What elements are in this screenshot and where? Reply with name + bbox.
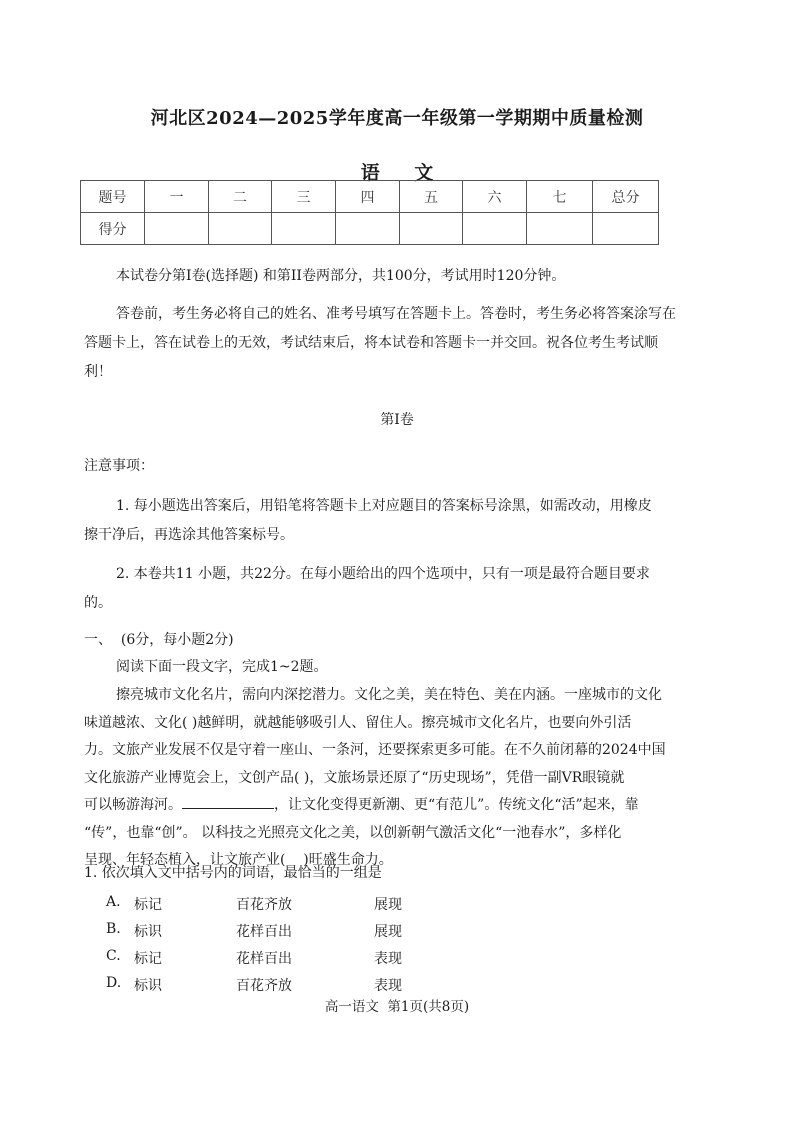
notes-heading: 注意事项：	[84, 458, 154, 474]
option-letter: A.	[106, 894, 121, 910]
option-word: 标识	[134, 924, 162, 940]
option-letter: D.	[106, 975, 122, 991]
passage-line: 呈现、年轻态植入，让文旅产业( )旺盛生命力。	[84, 852, 393, 868]
intro-line: 答题卡上，答在试卷上的无效，考试结束后，将本试卷和答题卡一并交回。祝各位考生考试顺	[84, 335, 658, 351]
score-header-cell: 七	[527, 181, 593, 213]
subject-title: 语 文	[360, 162, 448, 184]
section-instruction: 阅读下面一段文字，完成1~2题。	[116, 659, 328, 675]
notes-item-line: 的。	[84, 595, 112, 611]
score-cell	[400, 213, 463, 245]
volume-title: 第I卷	[380, 412, 414, 428]
score-header-cell: 总分	[593, 181, 659, 213]
option-word: 标识	[134, 978, 162, 994]
intro-line: 答卷前，考生务必将自己的姓名、准考号填写在答题卡上。答卷时，考生务必将答案涂写在	[116, 306, 676, 322]
option-word: 展现	[374, 897, 402, 913]
score-cell	[145, 213, 209, 245]
passage-line: “传”，也靠“创”。 以科技之光照亮文化之美，以创新朝气激活文化“一池春水”，多样化	[84, 825, 622, 841]
page-title: 河北区2024—2025学年度高一年级第一学期期中质量检测	[150, 108, 644, 129]
notes-item-line: 擦干净后，再选涂其他答案标号。	[84, 527, 294, 543]
fill-blank	[182, 794, 274, 809]
passage-line: 文化旅游产业博览会上，文创产品( )，文旅场景还原了“历史现场”，凭借一副VR眼镜就	[84, 770, 625, 786]
score-table	[80, 180, 659, 245]
passage-text: 可以畅游海河。	[84, 797, 182, 813]
option-word: 花样百出	[236, 951, 292, 967]
passage-line: 擦亮城市文化名片，需向内深挖潜力。文化之美，美在特色、美在内涵。一座城市的文化	[116, 687, 662, 703]
notes-item-line: 2. 本卷共11 小题，共22分。在每小题给出的四个选项中，只有一项是最符合题目要求	[116, 566, 650, 582]
score-header-cell: 一	[145, 181, 209, 213]
section-heading: 一、 (6分，每小题2分)	[84, 632, 234, 648]
score-header-cell: 题号	[81, 181, 145, 213]
intro-line: 本试卷分第I卷(选择题) 和第II卷两部分，共100分，考试用时120分钟。	[116, 268, 566, 284]
passage-line: 味道越浓、文化( )越鲜明，就越能够吸引人、留住人。擦亮城市文化名片，也要向外引活	[84, 715, 632, 731]
notes-item-line: 1. 每小题选出答案后，用铅笔将答题卡上对应题目的答案标号涂黑，如需改动，用橡皮	[116, 498, 652, 514]
option-word: 百花齐放	[236, 897, 292, 913]
score-cell	[209, 213, 272, 245]
option-word: 展现	[374, 924, 402, 940]
score-cell	[463, 213, 527, 245]
page-footer: 高一语文 第1页(共8页)	[324, 999, 470, 1015]
option-word: 表现	[374, 978, 402, 994]
score-cell	[272, 213, 336, 245]
option-letter: C.	[106, 948, 121, 964]
score-header-cell: 四	[336, 181, 400, 213]
option-word: 百花齐放	[236, 978, 292, 994]
score-cell	[336, 213, 400, 245]
score-header-cell: 五	[400, 181, 463, 213]
question-stem: 1. 依次填入文中括号内的词语，最恰当的一组是	[84, 865, 382, 881]
score-cell	[593, 213, 659, 245]
score-header-cell: 六	[463, 181, 527, 213]
option-word: 标记	[134, 951, 162, 967]
score-table-header-row	[81, 181, 659, 213]
option-word: 标记	[134, 897, 162, 913]
option-word: 花样百出	[236, 924, 292, 940]
score-header-cell: 二	[209, 181, 272, 213]
option-word: 表现	[374, 951, 402, 967]
score-header-cell: 三	[272, 181, 336, 213]
option-letter: B.	[106, 921, 121, 937]
passage-line: 力。文旅产业发展不仅是守着一座山、一条河，还要探索更多可能。在不久前闭幕的2024中国	[84, 742, 666, 758]
intro-line: 利！	[84, 364, 112, 380]
score-row-label: 得分	[81, 213, 145, 245]
score-table-score-row	[81, 213, 659, 245]
passage-text: ，让文化变得更新潮、更“有范儿”。传统文化“活”起来，靠	[274, 797, 639, 813]
score-cell	[527, 213, 593, 245]
